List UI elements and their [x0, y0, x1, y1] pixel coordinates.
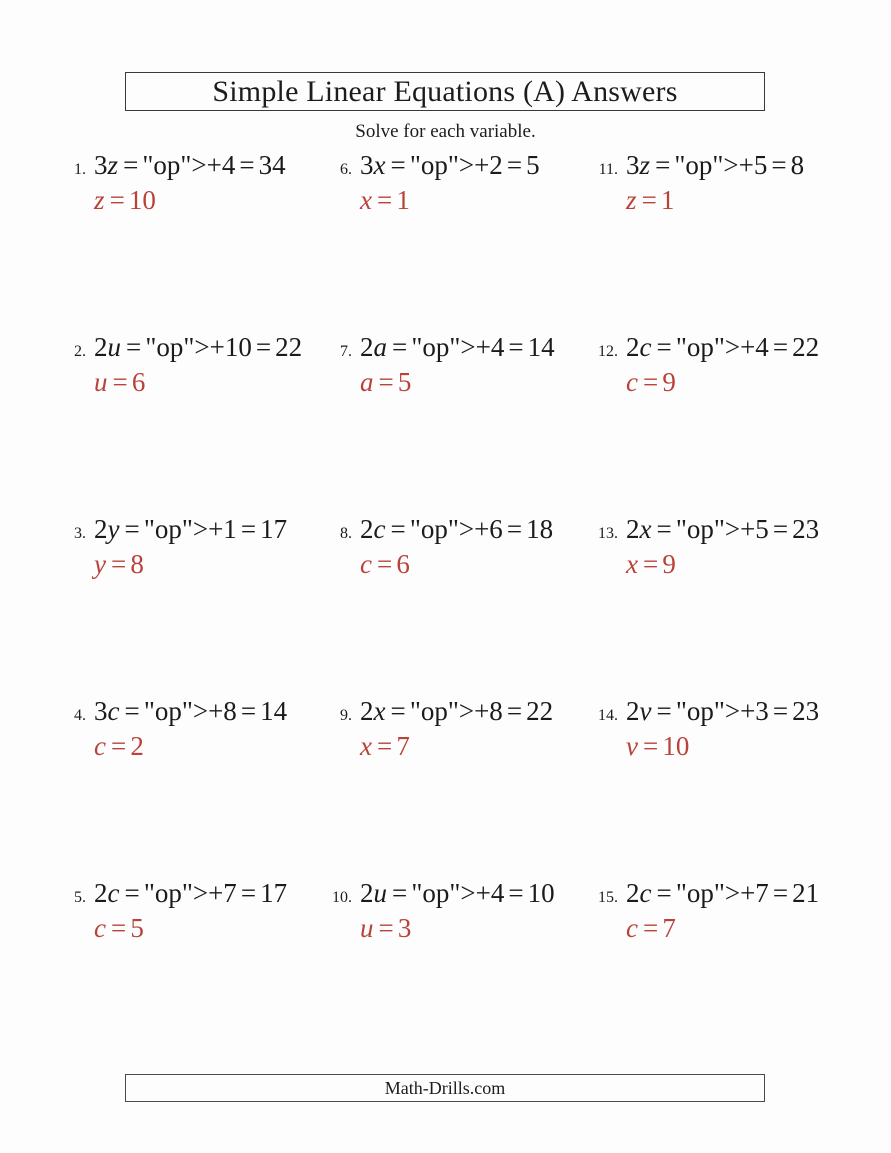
problem-answer: z = 1: [626, 185, 675, 215]
problem-12: [582, 332, 848, 514]
problem-answer: c = 7: [626, 913, 676, 943]
problem-4: [50, 696, 316, 878]
problem-number: 5.: [74, 889, 86, 906]
problem-8: [316, 514, 582, 696]
problem-9: [316, 696, 582, 878]
problem-answer: x = 1: [360, 185, 410, 215]
problem-answer: v = 10: [626, 731, 690, 761]
problem-equation: 2y = "op">+1 = 17: [94, 514, 288, 544]
problem-3: [50, 514, 316, 696]
problem-number: 7.: [340, 343, 352, 360]
problem-number: 4.: [74, 707, 86, 724]
problem-equation: 2v = "op">+3 = 23: [626, 696, 820, 726]
instructions-text: Solve for each variable.: [355, 121, 536, 142]
title-box: [125, 72, 765, 111]
problem-grid: [50, 150, 848, 1060]
problem-equation: 2u = "op">+4 = 10: [360, 878, 555, 908]
problem-number: 10.: [332, 889, 352, 906]
problem-answer: y = 8: [94, 549, 144, 579]
problem-equation: 3z = "op">+4 = 34: [94, 150, 286, 180]
problem-number: 1.: [74, 161, 86, 178]
problem-equation: 3c = "op">+8 = 14: [94, 696, 288, 726]
problem-equation: 2x = "op">+8 = 22: [360, 696, 554, 726]
problem-equation: 2c = "op">+7 = 17: [94, 878, 288, 908]
problem-14: [582, 696, 848, 878]
problem-6: [316, 150, 582, 332]
footer-text: Math-Drills.com: [384, 1077, 506, 1098]
problem-answer: c = 5: [94, 913, 144, 943]
problem-answer: u = 6: [94, 367, 146, 397]
problem-equation: 3x = "op">+2 = 5: [360, 150, 540, 180]
problem-number: 8.: [340, 525, 352, 542]
problem-equation: 3z = "op">+5 = 8: [626, 150, 805, 180]
problem-answer: c = 9: [626, 367, 676, 397]
problem-5: [50, 878, 316, 1060]
problem-answer: c = 6: [360, 549, 410, 579]
problem-number: 6.: [340, 161, 352, 178]
problem-13: [582, 514, 848, 696]
problem-answer: z = 10: [94, 185, 156, 215]
problem-equation: 2u = "op">+10 = 22: [94, 332, 303, 362]
problem-15: [582, 878, 848, 1060]
problem-number: 12.: [598, 343, 618, 360]
problem-equation: 2c = "op">+7 = 21: [626, 878, 820, 908]
problem-answer: u = 3: [360, 913, 412, 943]
problem-1: [50, 150, 316, 332]
problem-number: 11.: [598, 161, 618, 178]
problem-number: 9.: [340, 707, 352, 724]
problem-equation: 2c = "op">+4 = 22: [626, 332, 820, 362]
problem-answer: c = 2: [94, 731, 144, 761]
problem-equation: 2a = "op">+4 = 14: [360, 332, 555, 362]
problem-number: 14.: [598, 707, 618, 724]
page-title: Simple Linear Equations (A) Answers: [212, 74, 678, 108]
problem-answer: a = 5: [360, 367, 412, 397]
problem-11: [582, 150, 848, 332]
problem-answer: x = 7: [360, 731, 410, 761]
footer-box: [125, 1074, 765, 1102]
problem-2: [50, 332, 316, 514]
problem-number: 2.: [74, 343, 86, 360]
problem-number: 15.: [598, 889, 618, 906]
problem-10: [316, 878, 582, 1060]
problem-equation: 2x = "op">+5 = 23: [626, 514, 820, 544]
problem-7: [316, 332, 582, 514]
problem-answer: x = 9: [626, 549, 676, 579]
problem-number: 3.: [74, 525, 86, 542]
problem-equation: 2c = "op">+6 = 18: [360, 514, 554, 544]
problem-number: 13.: [598, 525, 618, 542]
